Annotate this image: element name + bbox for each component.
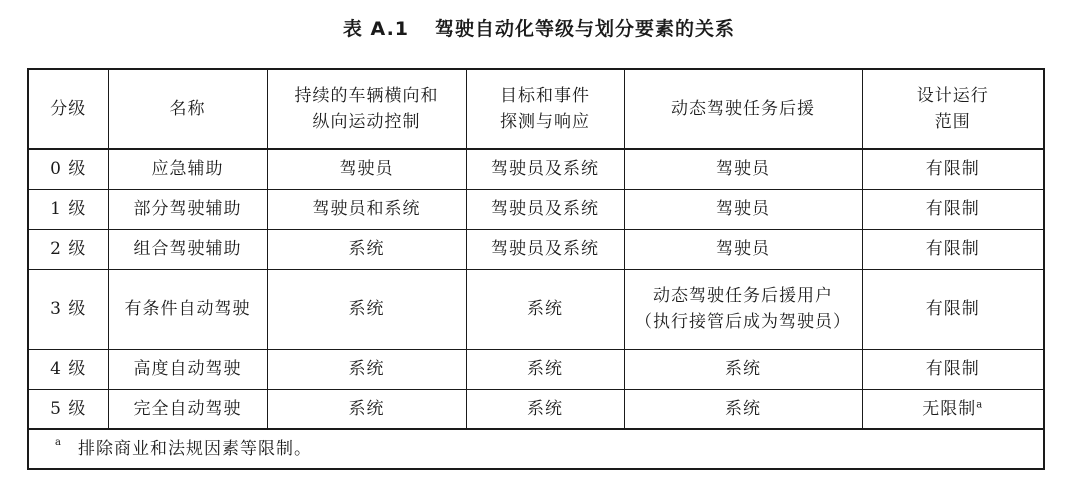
level-cell: 2 级 bbox=[28, 229, 108, 269]
odd-cell: 有限制 bbox=[862, 229, 1044, 269]
level-cell: 1 级 bbox=[28, 189, 108, 229]
oedr-cell: 系统 bbox=[466, 389, 624, 429]
oedr-cell: 驾驶员及系统 bbox=[466, 189, 624, 229]
header-oedr-line1: 目标和事件 bbox=[500, 86, 590, 106]
oedr-cell: 驾驶员及系统 bbox=[466, 149, 624, 189]
control-cell: 系统 bbox=[267, 349, 466, 389]
name-cell: 有条件自动驾驶 bbox=[108, 269, 267, 349]
header-motion-control-line1: 持续的车辆横向和 bbox=[294, 86, 439, 106]
name-cell: 应急辅助 bbox=[108, 149, 267, 189]
control-cell: 系统 bbox=[267, 269, 466, 349]
name-cell: 完全自动驾驶 bbox=[108, 389, 267, 429]
header-oedr-line2: 探测与响应 bbox=[500, 112, 590, 132]
odd-value: 无限制 bbox=[922, 398, 977, 419]
name-cell: 高度自动驾驶 bbox=[108, 349, 267, 389]
header-oedr bbox=[466, 69, 624, 149]
control-cell: 驾驶员 bbox=[267, 149, 466, 189]
fallback-cell: 系统 bbox=[624, 389, 862, 429]
level-cell: 0 级 bbox=[28, 149, 108, 189]
fallback-cell: 系统 bbox=[624, 349, 862, 389]
oedr-cell: 驾驶员及系统 bbox=[466, 229, 624, 269]
table-row bbox=[28, 149, 1044, 189]
name-cell: 部分驾驶辅助 bbox=[108, 189, 267, 229]
header-odd-line1: 设计运行 bbox=[916, 86, 989, 106]
odd-cell: 有限制 bbox=[862, 269, 1044, 349]
fallback-line1: 动态驾驶任务后援用户 bbox=[653, 286, 833, 306]
table-caption bbox=[0, 14, 1078, 41]
header-motion-control bbox=[267, 69, 466, 149]
header-motion-control-line2: 纵向运动控制 bbox=[312, 112, 421, 132]
fallback-cell: 驾驶员 bbox=[624, 189, 862, 229]
oedr-cell: 系统 bbox=[466, 269, 624, 349]
header-name: 名称 bbox=[108, 69, 267, 149]
footnote-marker: a bbox=[976, 399, 984, 411]
name-cell: 组合驾驶辅助 bbox=[108, 229, 267, 269]
oedr-cell: 系统 bbox=[466, 349, 624, 389]
table-title: 驾驶自动化等级与划分要素的关系 bbox=[435, 18, 736, 40]
fallback-cell: 驾驶员 bbox=[624, 149, 862, 189]
table-number: 表 A.1 bbox=[342, 18, 410, 40]
footnote-mark: a bbox=[55, 437, 62, 449]
odd-cell: 有限制 bbox=[862, 189, 1044, 229]
automation-levels-table bbox=[27, 68, 1045, 470]
control-cell: 系统 bbox=[267, 229, 466, 269]
footnote-cell bbox=[28, 429, 1044, 469]
level-cell: 5 级 bbox=[28, 389, 108, 429]
table-row bbox=[28, 389, 1044, 429]
fallback-line2: （执行接管后成为驾驶员） bbox=[635, 312, 851, 332]
table-row bbox=[28, 229, 1044, 269]
footnote-row bbox=[28, 429, 1044, 469]
odd-cell bbox=[862, 389, 1044, 429]
level-cell: 4 级 bbox=[28, 349, 108, 389]
control-cell: 系统 bbox=[267, 389, 466, 429]
odd-cell: 有限制 bbox=[862, 149, 1044, 189]
fallback-cell: 驾驶员 bbox=[624, 229, 862, 269]
header-fallback: 动态驾驶任务后援 bbox=[624, 69, 862, 149]
odd-cell: 有限制 bbox=[862, 349, 1044, 389]
header-odd bbox=[862, 69, 1044, 149]
header-level: 分级 bbox=[28, 69, 108, 149]
table-header-row bbox=[28, 69, 1044, 149]
level-cell: 3 级 bbox=[28, 269, 108, 349]
control-cell: 驾驶员和系统 bbox=[267, 189, 466, 229]
fallback-cell bbox=[624, 269, 862, 349]
table-row bbox=[28, 349, 1044, 389]
table-row bbox=[28, 189, 1044, 229]
footnote-text: 排除商业和法规因素等限制。 bbox=[77, 439, 312, 459]
header-odd-line2: 范围 bbox=[934, 112, 971, 132]
table-row bbox=[28, 269, 1044, 349]
